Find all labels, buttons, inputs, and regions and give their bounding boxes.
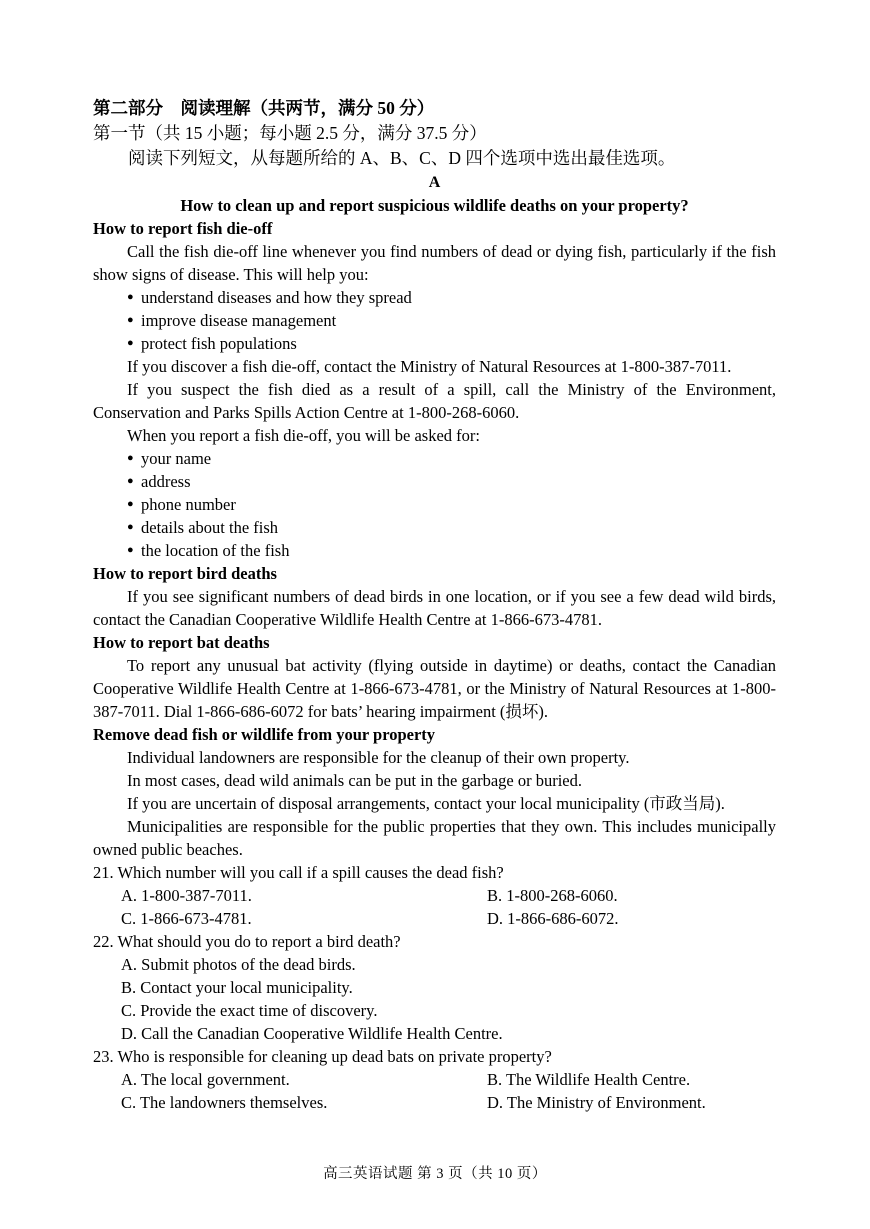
paragraph: If you see significant numbers of dead birds in one location, or if you see a few dead wild birds, contact the Canadian Cooperative Wildlife Health Centre at 1-866-673-4781.: [93, 587, 776, 629]
question-22-option-c[interactable]: C. Provide the exact time of discovery.: [121, 1001, 378, 1020]
list-item-label: your name: [141, 449, 212, 468]
question-23-option-d[interactable]: D. The Ministry of Environment.: [487, 1093, 706, 1112]
bullet-dot-icon: ●: [127, 544, 134, 556]
list-item-label: protect fish populations: [141, 334, 297, 353]
list-item: [93, 286, 776, 309]
bullet-dot-icon: ●: [127, 452, 134, 464]
list-item: [93, 539, 776, 562]
bullet-dot-icon: ●: [127, 498, 134, 510]
question-23-option-c[interactable]: C. The landowners themselves.: [121, 1093, 328, 1112]
list-item: [93, 447, 776, 470]
question-22-option-a[interactable]: A. Submit photos of the dead birds.: [121, 955, 356, 974]
question-23-option-a[interactable]: A. The local government.: [121, 1070, 290, 1089]
paragraph: Municipalities are responsible for the public properties that they own. This includes municipally owned public beaches.: [93, 817, 776, 859]
section-heading-bird: How to report bird deaths: [93, 564, 277, 583]
list-item: [93, 332, 776, 355]
passage-title: How to clean up and report suspicious wildlife deaths on your property?: [180, 196, 689, 215]
page-footer: 高三英语试题 第 3 页（共 10 页）: [323, 1166, 547, 1182]
question-23-option-b[interactable]: B. The Wildlife Health Centre.: [487, 1070, 691, 1089]
question-21-option-b[interactable]: B. 1-800-268-6060.: [487, 886, 618, 905]
list-item-label: details about the fish: [141, 518, 279, 537]
paragraph: Individual landowners are responsible for the cleanup of their own property.: [127, 748, 630, 767]
question-21-options-row-1: [93, 884, 776, 907]
question-22-option-b[interactable]: B. Contact your local municipality.: [121, 978, 353, 997]
paragraph: If you suspect the fish died as a result of a spill, call the Ministry of the Environment, Conservation and Parks Spills Action Centre at 1-800-268-6060.: [93, 380, 776, 422]
fish-help-bullet-list: [93, 286, 776, 355]
list-item-label: understand diseases and how they spread: [141, 288, 412, 307]
list-item-label: address: [141, 472, 191, 491]
list-item: [93, 493, 776, 516]
page-content: [93, 96, 776, 1114]
question-23-options-row-1: [93, 1068, 776, 1091]
question-21-option-d[interactable]: D. 1-866-686-6072.: [487, 909, 619, 928]
bullet-dot-icon: ●: [127, 314, 134, 326]
paragraph: Call the fish die-off line whenever you find numbers of dead or dying fish, particularly if the fish show signs of disease. This will help you:: [93, 242, 776, 284]
bullet-dot-icon: ●: [127, 337, 134, 349]
paragraph: To report any unusual bat activity (flying outside in daytime) or deaths, contact the Canadian Cooperative Wildlife Health Centre at 1-866-673-4781, or the Ministry of Natural Resources at 1-800-387-7011. Dial 1-866-686-6072 for bats’ hearing impairment (损坏).: [93, 656, 776, 721]
list-item: [93, 470, 776, 493]
question-21-option-c[interactable]: C. 1-866-673-4781.: [121, 909, 252, 928]
report-info-bullet-list: [93, 447, 776, 562]
question-21-stem: 21. Which number will you call if a spill causes the dead fish?: [93, 863, 504, 882]
part-heading-text: 第二部分 阅读理解（共两节，满分 50 分）: [93, 98, 435, 118]
section-heading-bat: How to report bat deaths: [93, 633, 270, 652]
question-23-options-row-2: [93, 1091, 776, 1114]
question-22-stem: 22. What should you do to report a bird death?: [93, 932, 401, 951]
passage-letter: A: [428, 174, 441, 191]
paragraph: If you discover a fish die-off, contact the Ministry of Natural Resources at 1-800-387-7011.: [127, 357, 732, 376]
part-heading: [93, 96, 776, 121]
list-item-label: improve disease management: [141, 311, 337, 330]
list-item-label: phone number: [141, 495, 236, 514]
bullet-dot-icon: ●: [127, 291, 134, 303]
paragraph: In most cases, dead wild animals can be put in the garbage or buried.: [127, 771, 582, 790]
section-heading-fish: How to report fish die-off: [93, 219, 273, 238]
list-item-label: the location of the fish: [141, 541, 290, 560]
reading-instruction: 阅读下列短文，从每题所给的 A、B、C、D 四个选项中选出最佳选项。: [128, 148, 676, 168]
list-item: [93, 516, 776, 539]
section-heading: 第一节（共 15 小题；每小题 2.5 分，满分 37.5 分）: [93, 123, 487, 143]
bullet-dot-icon: ●: [127, 475, 134, 487]
section-heading-remove: Remove dead fish or wildlife from your property: [93, 725, 436, 744]
question-22-option-d[interactable]: D. Call the Canadian Cooperative Wildlife Health Centre.: [121, 1024, 503, 1043]
bullet-dot-icon: ●: [127, 521, 134, 533]
question-23-stem: 23. Who is responsible for cleaning up dead bats on private property?: [93, 1047, 552, 1066]
list-item: [93, 309, 776, 332]
paragraph: When you report a fish die-off, you will be asked for:: [127, 426, 480, 445]
paragraph: If you are uncertain of disposal arrangements, contact your local municipality (市政当局).: [127, 794, 725, 813]
question-21-option-a[interactable]: A. 1-800-387-7011.: [121, 886, 252, 905]
question-21-options-row-2: [93, 907, 776, 930]
